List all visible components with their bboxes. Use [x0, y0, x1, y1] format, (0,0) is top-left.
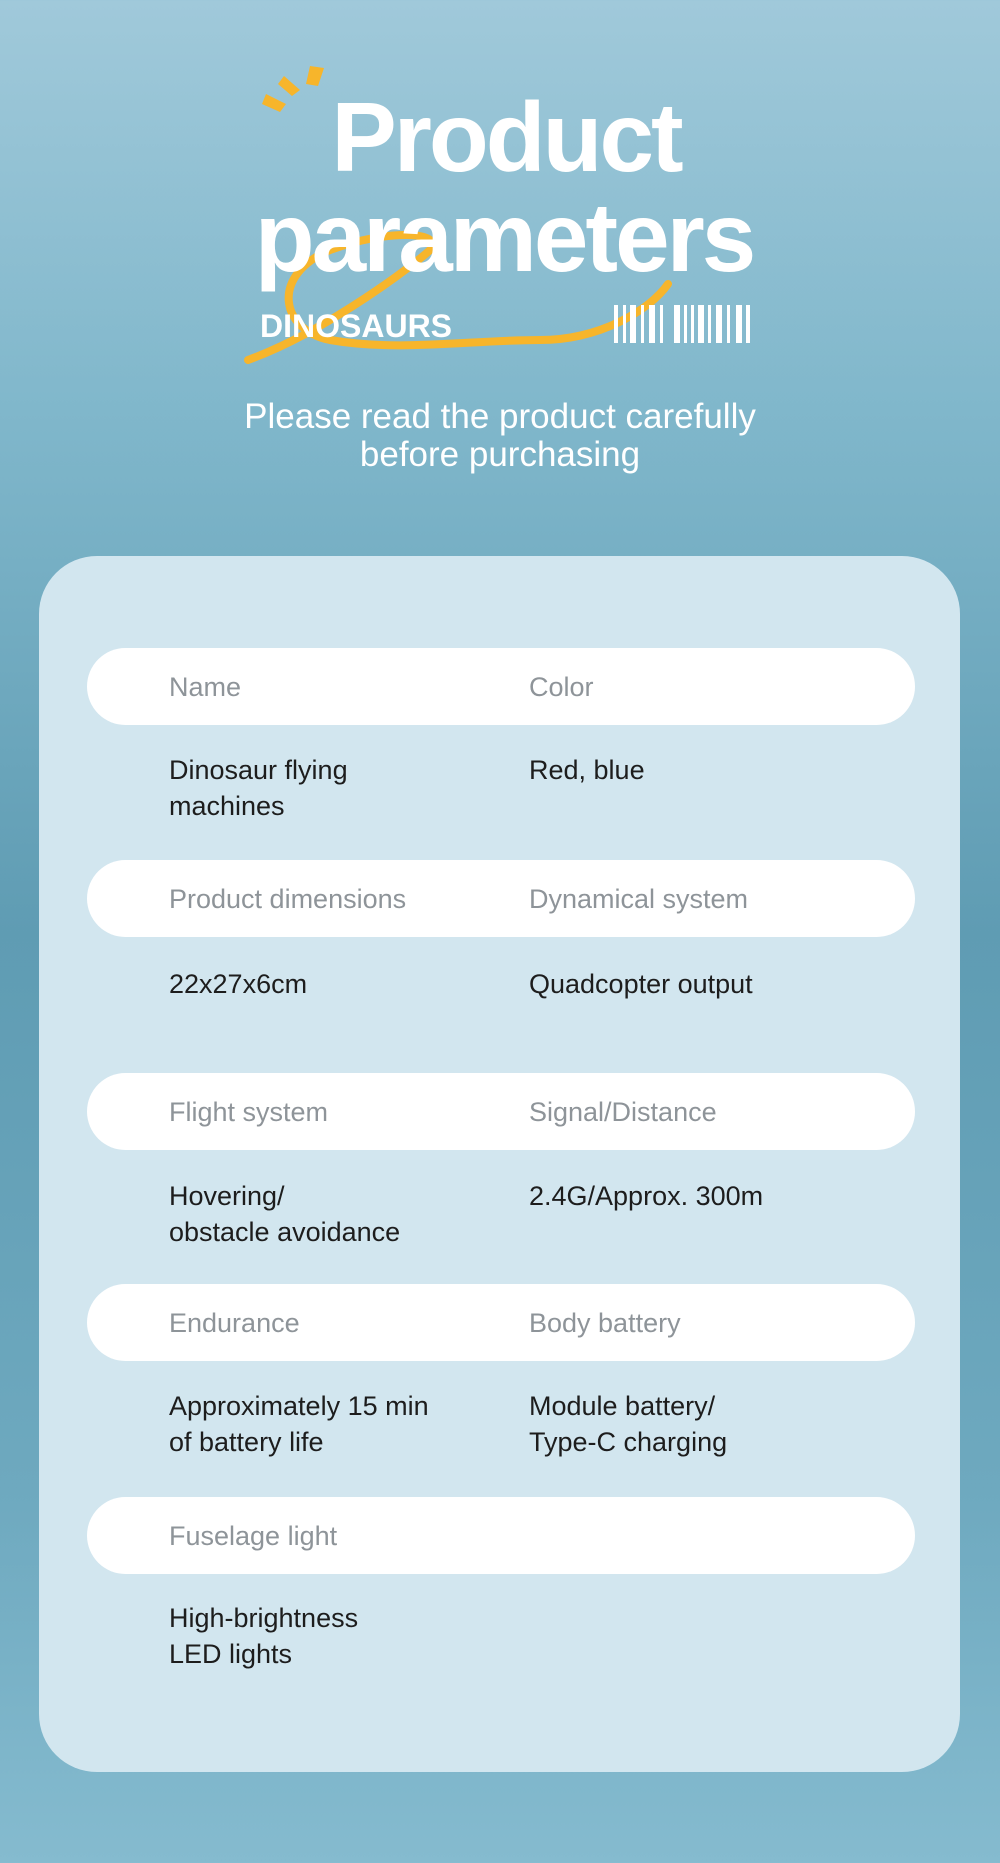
- spec-label: Name: [169, 672, 242, 702]
- spec-value: 2.4G/Approx. 300m: [529, 1181, 764, 1211]
- label-pill: [87, 860, 915, 937]
- page-title-line2: parameters: [254, 182, 754, 292]
- spec-value-line: Approximately 15 min: [169, 1391, 429, 1421]
- spec-value: [529, 1388, 849, 1460]
- spec-value: Red, blue: [529, 755, 645, 785]
- spec-value-line: Module battery/: [529, 1391, 716, 1421]
- spec-value-line: Dinosaur flying: [169, 755, 348, 785]
- sparkle-mark: [306, 66, 324, 86]
- spec-label: Body battery: [529, 1308, 681, 1338]
- spec-label: Color: [529, 672, 594, 702]
- spec-label: Fuselage light: [169, 1521, 338, 1551]
- spec-value: 22x27x6cm: [169, 969, 308, 999]
- parameters-card: [39, 556, 960, 1772]
- spec-value: [169, 1600, 489, 1672]
- header: [0, 0, 1000, 520]
- subtitle-line1: Please read the product carefully: [244, 397, 756, 436]
- spec-value-line: of battery life: [169, 1427, 324, 1457]
- brand-text: DINOSAURS: [260, 308, 453, 344]
- spec-label: Dynamical system: [529, 884, 749, 914]
- spec-value-line: Type-C charging: [529, 1427, 728, 1457]
- page-title-line1: Product: [331, 82, 681, 192]
- spec-value-line: Hovering/: [169, 1181, 285, 1211]
- spec-value-line: High-brightness: [169, 1603, 359, 1633]
- subtitle: [0, 398, 1000, 474]
- spec-value: [169, 1388, 489, 1460]
- spec-value: [169, 752, 489, 824]
- spec-value-line: machines: [169, 791, 285, 821]
- label-pill: [87, 1073, 915, 1150]
- spec-label: Flight system: [169, 1097, 329, 1127]
- spec-label: Signal/Distance: [529, 1097, 717, 1127]
- subtitle-line2: before purchasing: [359, 435, 641, 474]
- spec-label: Endurance: [169, 1308, 300, 1338]
- label-pill: [87, 1284, 915, 1361]
- label-pill: [87, 1497, 915, 1574]
- spec-label: Product dimensions: [169, 884, 407, 914]
- spec-value-line: obstacle avoidance: [169, 1217, 401, 1247]
- spec-value: [169, 1178, 489, 1250]
- spec-value: Quadcopter output: [529, 969, 753, 999]
- spec-value-line: LED lights: [169, 1639, 293, 1669]
- barcode-icon: [614, 305, 754, 345]
- label-pill: [87, 648, 915, 725]
